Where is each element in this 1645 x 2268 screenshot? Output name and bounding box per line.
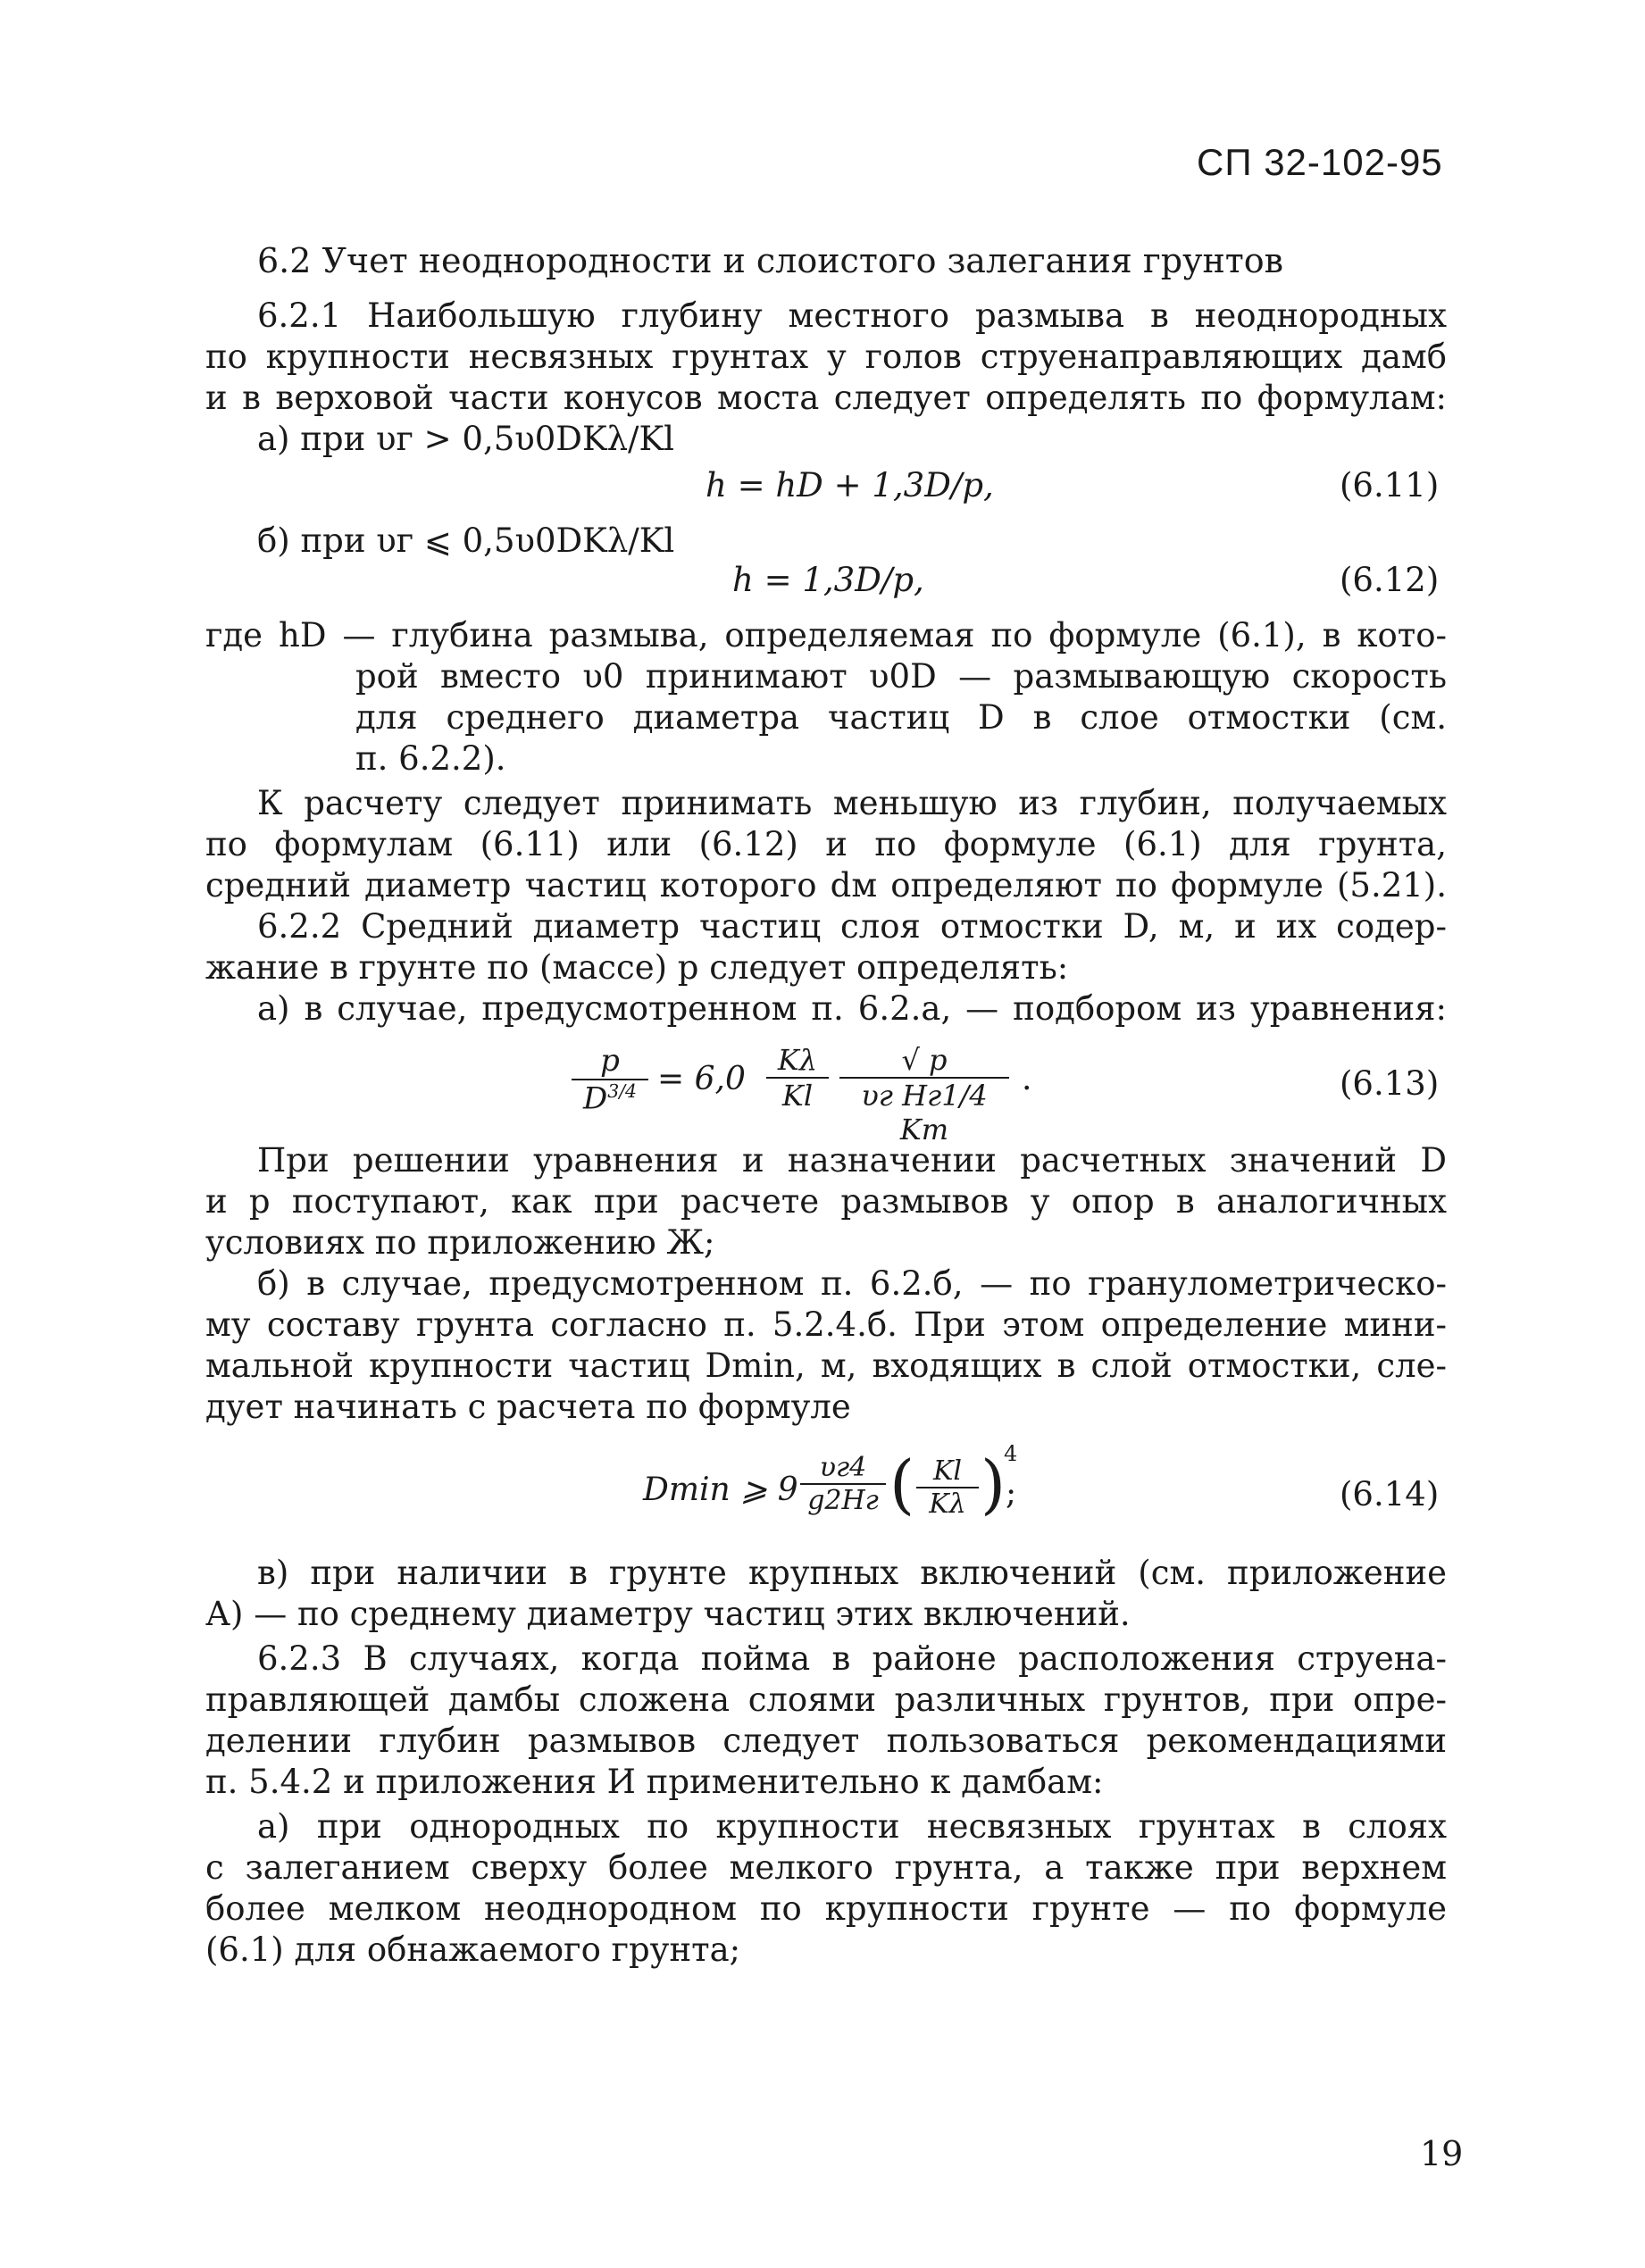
paragraph-line: средний диаметр частиц которого dм определяют по формуле (5.21). [205,866,1447,905]
f614-semicolon: ; [1006,1475,1017,1512]
right-paren: ) [981,1447,1006,1522]
f614-lhs: Dmin ⩾ 9 [643,1472,798,1508]
paragraph-line: а) в случае, предусмотренном п. 6.2.а, — подбором из уравнения: [257,989,1447,1028]
document-code: СП 32-102-95 [1197,141,1443,183]
page-number: 19 [1420,2134,1464,2173]
paragraph-line: в) при наличии в грунте крупных включений (см. приложение [257,1554,1447,1592]
where-line: п. 6.2.2). [355,739,506,778]
paragraph-line: А) — по среднему диаметру частиц этих включений. [205,1595,1131,1633]
f613-eq: = 6,0 [657,1061,746,1097]
where-line: где hD — глубина размыва, определяемая по формуле (6.1), в кото- [205,616,1447,655]
paragraph-line: 6.2.2 Средний диаметр частиц слоя отмостки D, м, и их содер- [257,907,1447,946]
case-b-condition: б) при υг ⩽ 0,5υ0DKλ/Kl [257,521,675,560]
f613-k-lambda: Kλ [777,1043,818,1077]
f613-p: p [600,1043,620,1079]
case-a-condition: а) при υг > 0,5υ0DKλ/Kl [257,420,674,458]
f614-exponent: 4 [1004,1441,1018,1466]
formula-6-11: h = hD + 1,3D/p, [706,466,994,504]
section-title: 6.2 Учет неоднородности и слоистого залегания грунтов [257,241,1284,280]
paragraph-line: 6.2.3 В случаях, когда пойма в районе расположения струена- [257,1639,1447,1678]
paragraph-line: по крупности несвязных грунтах у голов струенаправляющих дамб [205,338,1447,376]
paragraph-line: му составу грунта согласно п. 5.2.4.б. При этом определение мини- [205,1305,1447,1344]
where-line: для среднего диаметра частиц D в слое отмостки (см. [355,698,1447,737]
paragraph-line: с залеганием сверху более мелкого грунта, а также при верхнем [205,1848,1447,1887]
paragraph-line: по формулам (6.11) или (6.12) и по формуле (6.1) для грунта, [205,825,1447,863]
paragraph-line: и в верховой части конусов моста следует определять по формулам: [205,379,1447,417]
paragraph-line: дует начинать с расчета по формуле [205,1388,851,1426]
paragraph-line: жание в грунте по (массе) p следует определять: [205,948,1069,987]
paragraph-line: К расчету следует принимать меньшую из глубин, получаемых [257,784,1447,822]
f614-k-lambda: Kλ [916,1487,979,1520]
f613-D: $D^{3/4}$ [572,1079,648,1116]
f614-denominator: g2Hг [800,1483,886,1516]
f613-period: . [1022,1061,1032,1097]
paragraph-line: мальной крупности частиц Dmin, м, входящих в слой отмостки, сле- [205,1347,1447,1385]
f613-k-l: Kl [766,1077,829,1113]
paragraph-line: б) в случае, предусмотренном п. 6.2.б, — по гранулометрическо- [257,1264,1447,1303]
where-line: рой вместо υ0 принимают υ0D — размывающую скорость [355,657,1447,696]
paragraph-line: а) при однородных по крупности несвязных грунтах в слоях [257,1807,1447,1846]
formula-6-12: h = 1,3D/p, [732,561,924,599]
formula-number: (6.14) [1340,1475,1440,1513]
f614-k-l: Kl [932,1455,962,1487]
paragraph-line: условиях по приложению Ж; [205,1223,715,1262]
paragraph-line: При решении уравнения и назначении расчетных значений D [257,1141,1447,1180]
paragraph-line: и p поступают, как при расчете размывов у опор в аналогичных [205,1182,1447,1221]
paragraph-line: п. 5.4.2 и приложения И применительно к дамбам: [205,1763,1104,1801]
left-paren: ( [889,1447,915,1522]
paragraph-line: 6.2.1 Наибольшую глубину местного размыва в неоднородных [257,296,1447,335]
formula-number: (6.12) [1340,561,1440,599]
paragraph-line: (6.1) для обнажаемого грунта; [205,1930,741,1969]
formula-number: (6.13) [1340,1064,1440,1103]
f613-sqrt-p: √ p [901,1043,948,1077]
paragraph-line: правляющей дамбы сложена слоями различных грунтов, при опре- [205,1680,1447,1719]
f614-numerator: υг4 [819,1452,867,1483]
paragraph-line: делении глубин размывов следует пользоваться рекомендациями [205,1722,1447,1760]
formula-number: (6.11) [1340,466,1440,504]
f613-denominator: υг Hг1/4 Km [839,1077,1009,1147]
paragraph-line: более мелком неоднородном по крупности грунте — по формуле [205,1889,1447,1928]
